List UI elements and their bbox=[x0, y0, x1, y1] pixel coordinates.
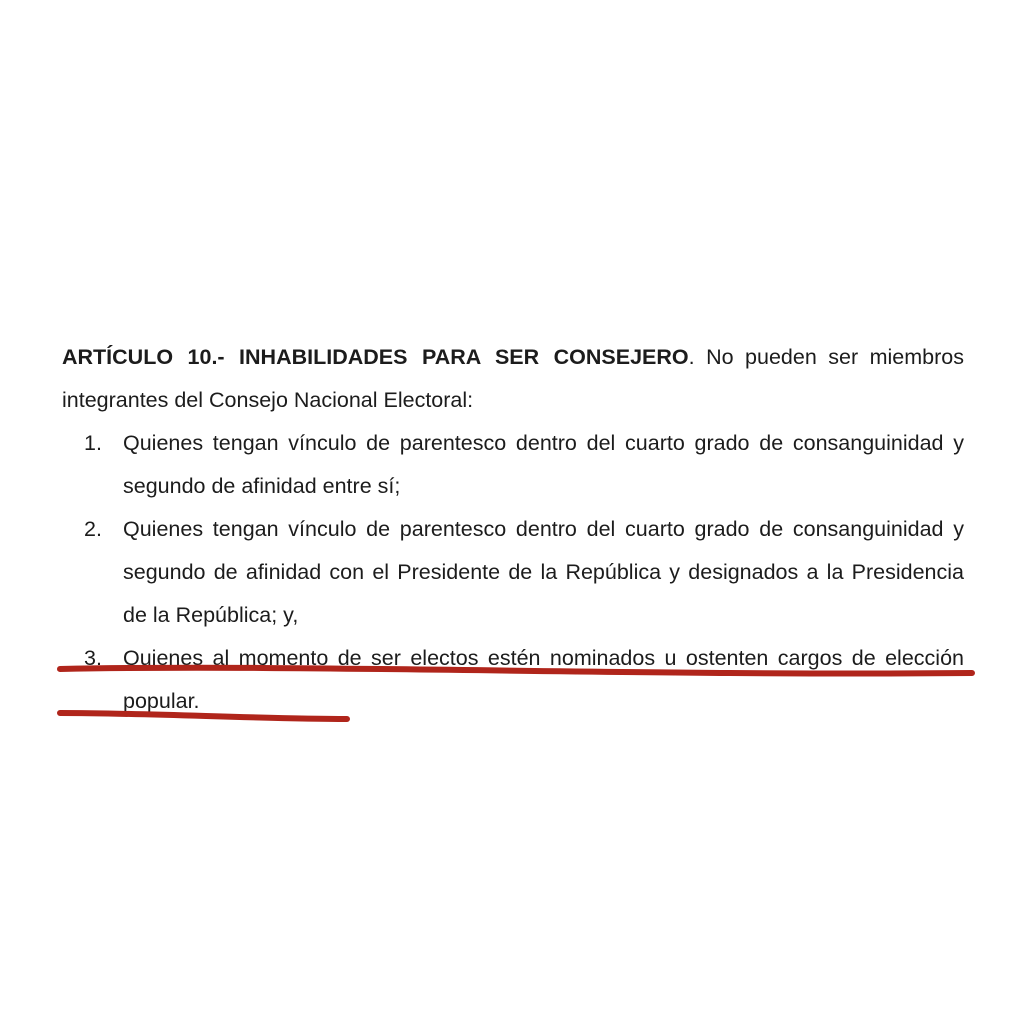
intro-text: No pueden ser miembros integrantes del Consejo Nacional Electoral: bbox=[62, 345, 964, 412]
inhabilities-list bbox=[62, 422, 964, 723]
list-item-text: Quienes tengan vínculo de parentesco dentro del cuarto grado de consanguinidad y segundo de afinidad con el Presidente de la República y designados a la Presidencia de la República; y, bbox=[123, 517, 964, 627]
list-item-2 bbox=[62, 508, 964, 637]
list-item-3 bbox=[62, 637, 964, 723]
heading-period: . bbox=[688, 345, 695, 369]
article-heading: ARTÍCULO 10.- INHABILIDADES PARA SER CONSEJERO bbox=[62, 345, 689, 369]
list-item-text: Quienes al momento de ser electos estén nominados u ostenten cargos de elección popular. bbox=[123, 646, 964, 713]
list-item-number: 3. bbox=[84, 646, 102, 670]
list-item-1 bbox=[62, 422, 964, 508]
list-item-number: 1. bbox=[84, 431, 102, 455]
list-item-text: Quienes tengan vínculo de parentesco dentro del cuarto grado de consanguinidad y segundo de afinidad entre sí; bbox=[123, 431, 964, 498]
list-item-number: 2. bbox=[84, 517, 102, 541]
article-10 bbox=[62, 336, 964, 723]
article-intro bbox=[62, 336, 964, 422]
